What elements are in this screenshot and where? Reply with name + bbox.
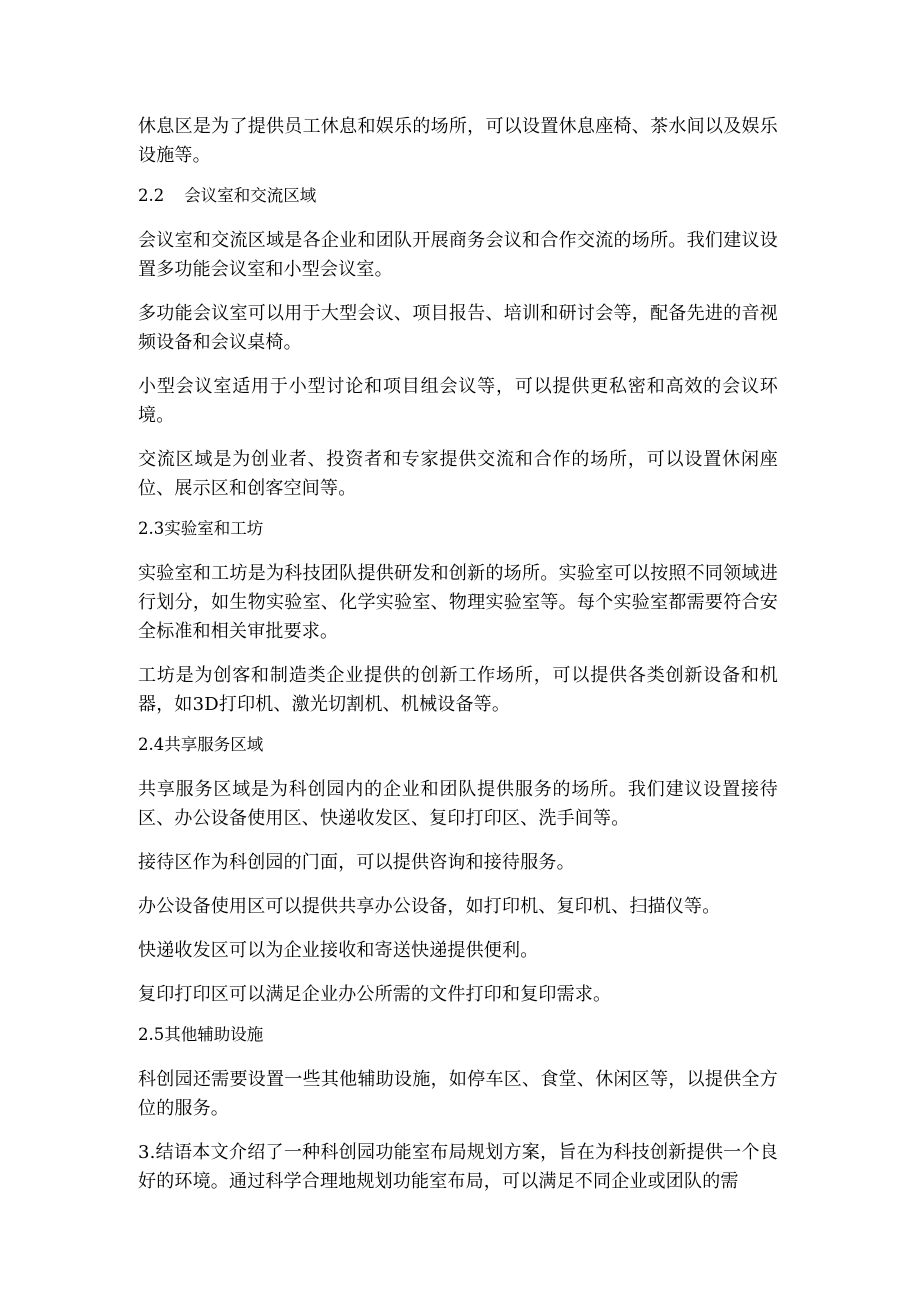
paragraph-small-room: 小型会议室适用于小型讨论和项目组会议等，可以提供更私密和高效的会议环境。 — [138, 376, 778, 426]
paragraph-workshop: 工坊是为创客和制造类企业提供的创新工作场所，可以提供各类创新设备和机器，如3D打印机、激光切割机、机械设备等。 — [138, 665, 778, 715]
section-number: 2.4 — [138, 735, 165, 754]
paragraph-labs: 实验室和工坊是为科技团队提供研发和创新的场所。实验室可以按照不同领域进行划分，如生物实验室、化学实验室、物理实验室等。每个实验室都需要符合安全标准和相关审批要求。 — [138, 563, 778, 642]
section-heading-2-2 — [138, 185, 778, 207]
paragraph-shared-services: 共享服务区域是为科创园内的企业和团队提供服务的场所。我们建议设置接待区、办公设备使用区、快递收发区、复印打印区、洗手间等。 — [138, 779, 778, 829]
paragraph-conclusion: 3.结语本文介绍了一种科创园功能室布局规划方案，旨在为科技创新提供一个良好的环境。通过科学合理地规划功能室布局，可以满足不同企业或团队的需 — [138, 1142, 778, 1192]
section-title: 其他辅助设施 — [164, 1025, 264, 1044]
section-number: 2.2 — [138, 186, 165, 205]
section-title: 共享服务区域 — [164, 735, 264, 754]
paragraph-auxiliary: 科创园还需要设置一些其他辅助设施，如停车区、食堂、休闲区等，以提供全方位的服务。 — [138, 1069, 778, 1119]
paragraph-office-equipment: 办公设备使用区可以提供共享办公设备，如打印机、复印机、扫描仪等。 — [138, 896, 721, 917]
paragraph-multifunction-room: 多功能会议室可以用于大型会议、项目报告、培训和研讨会等，配备先进的音视频设备和会议桌椅。 — [138, 303, 778, 353]
paragraph-courier: 快递收发区可以为企业接收和寄送快递提供便利。 — [138, 940, 539, 961]
section-heading-2-5 — [138, 1024, 778, 1046]
section-title: 实验室和工坊 — [164, 519, 264, 538]
document-page — [138, 112, 778, 1211]
paragraph-rest-area: 休息区是为了提供员工休息和娱乐的场所，可以设置休息座椅、茶水间以及娱乐设施等。 — [138, 116, 778, 166]
section-number: 2.3 — [138, 519, 165, 538]
paragraph-meeting-intro: 会议室和交流区域是各企业和团队开展商务会议和合作交流的场所。我们建议设置多功能会议室和小型会议室。 — [138, 230, 778, 280]
section-title: 会议室和交流区域 — [184, 186, 317, 205]
section-number: 2.5 — [138, 1025, 165, 1044]
paragraph-printing: 复印打印区可以满足企业办公所需的文件打印和复印需求。 — [138, 984, 612, 1005]
section-heading-2-3 — [138, 518, 778, 540]
section-heading-2-4 — [138, 734, 778, 756]
paragraph-reception: 接待区作为科创园的门面，可以提供咨询和接待服务。 — [138, 852, 575, 873]
paragraph-exchange-area: 交流区域是为创业者、投资者和专家提供交流和合作的场所，可以设置休闲座位、展示区和创客空间等。 — [138, 449, 778, 499]
